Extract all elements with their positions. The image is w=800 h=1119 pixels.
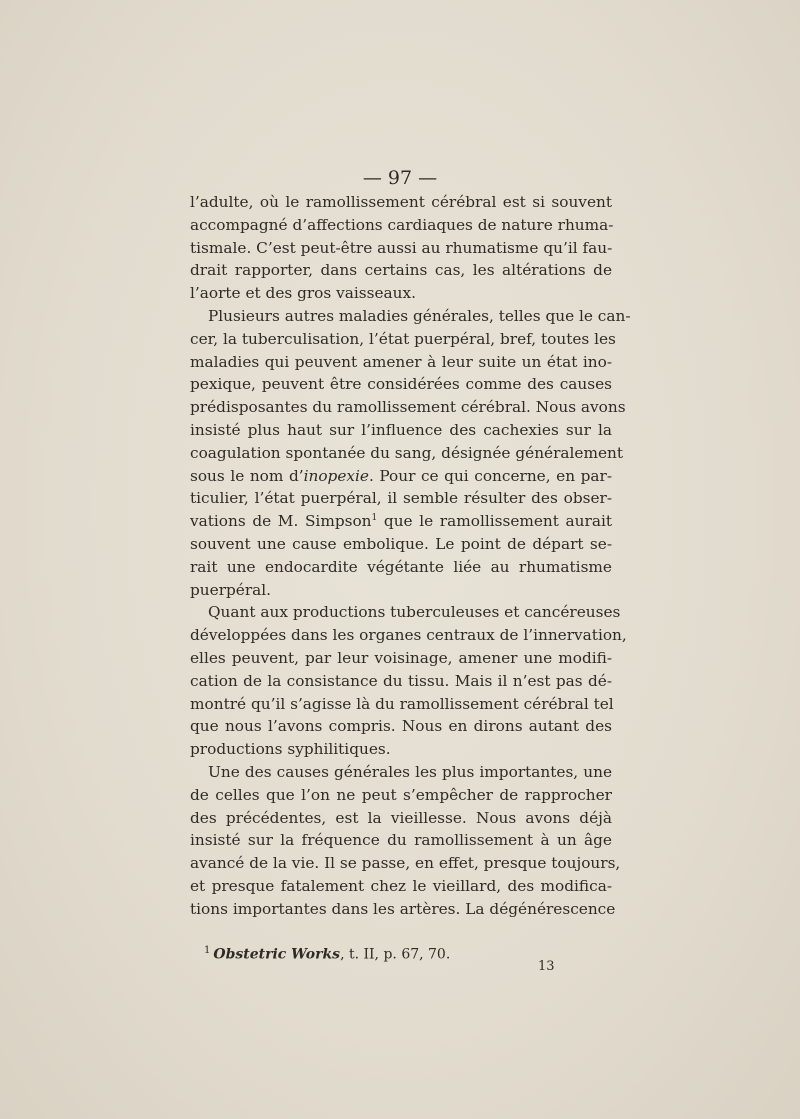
- page-number: — 97 —: [362, 167, 438, 189]
- text-line: prédisposantes du ramollissement cérébral. Nous avons: [190, 398, 626, 417]
- text-line: avancé de la vie. Il se passe, en effet, presque toujours,: [190, 854, 621, 873]
- text-line: cation de la consistance du tissu. Mais il n’est pas dé-: [190, 671, 612, 690]
- text-line: insisté plus haut sur l’influence des cachexies sur la: [190, 420, 612, 439]
- text-segment: que le ramollissement aurait: [377, 512, 612, 531]
- text-line: de celles que l’on ne peut s’empêcher de rapprocher: [190, 785, 612, 804]
- text-segment: sous le nom d’: [190, 466, 304, 485]
- text-segment: vations de M. Simpson: [190, 512, 372, 531]
- text-line: et presque fatalement chez le vieillard, des modifica-: [190, 876, 612, 895]
- text-line: développées dans les organes centraux de l’innervation,: [190, 626, 627, 645]
- text-line: l’adulte, où le ramollissement cérébral est si souvent: [190, 193, 612, 211]
- text-line: tismale. C’est peut-être aussi au rhumatisme qu’il fau-: [190, 238, 613, 257]
- text-line: cer, la tuberculisation, l’état puerpéral, bref, toutes les: [190, 329, 616, 348]
- text-line: montré qu’il s’agisse là du ramollissement cérébral tel: [190, 694, 614, 713]
- text-line: puerpéral.: [190, 580, 272, 599]
- text-line: elles peuvent, par leur voisinage, amener une modifi-: [190, 648, 612, 667]
- text-line: rait une endocardite végétante liée au rhumatisme: [190, 557, 612, 576]
- text-line: Une des causes générales les plus importantes, une: [208, 762, 612, 781]
- text-line: Quant aux productions tuberculeuses et cancéreuses: [208, 603, 621, 622]
- text-line: que nous l’avons compris. Nous en dirons autant des: [190, 717, 612, 736]
- footnote-title: Obstetric Works: [213, 946, 341, 963]
- footnote-reference: , t. II, p. 67, 70.: [340, 946, 451, 963]
- text-line: productions syphilitiques.: [190, 740, 391, 759]
- text-line: Plusieurs autres maladies générales, telles que le can-: [208, 306, 631, 325]
- footnote: [204, 941, 450, 965]
- text-line: ticulier, l’état puerpéral, il semble résulter des obser-: [190, 489, 612, 508]
- text-line: drait rapporter, dans certains cas, les altérations de: [190, 261, 612, 280]
- body-text: [190, 191, 631, 921]
- text-line: accompagné d’affections cardiaques de nature rhuma-: [190, 215, 614, 234]
- italic-term: inopexie: [303, 466, 369, 485]
- text-line: insisté sur la fréquence du ramollissement à un âge: [190, 831, 612, 850]
- footnote-marker: 1: [204, 945, 211, 956]
- text-line: souvent une cause embolique. Le point de départ se-: [190, 534, 612, 553]
- text-line: coagulation spontanée du sang, désignée généralement: [190, 443, 624, 462]
- text-line: [190, 465, 612, 488]
- text-segment: . Pour ce qui concerne, en par-: [368, 466, 612, 485]
- footnote-reference-marker: 1: [371, 513, 378, 524]
- text-line: maladies qui peuvent amener à leur suite un état ino-: [190, 352, 612, 371]
- text-line: [190, 510, 612, 533]
- text-line: l’aorte et des gros vaisseaux.: [190, 284, 416, 303]
- signature-mark: 13: [538, 959, 555, 974]
- text-line: tions importantes dans les artères. La dégénérescence: [190, 899, 616, 918]
- text-line: pexique, peuvent être considérées comme des causes: [190, 375, 612, 394]
- text-line: des précédentes, est la vieillesse. Nous avons déjà: [190, 808, 612, 827]
